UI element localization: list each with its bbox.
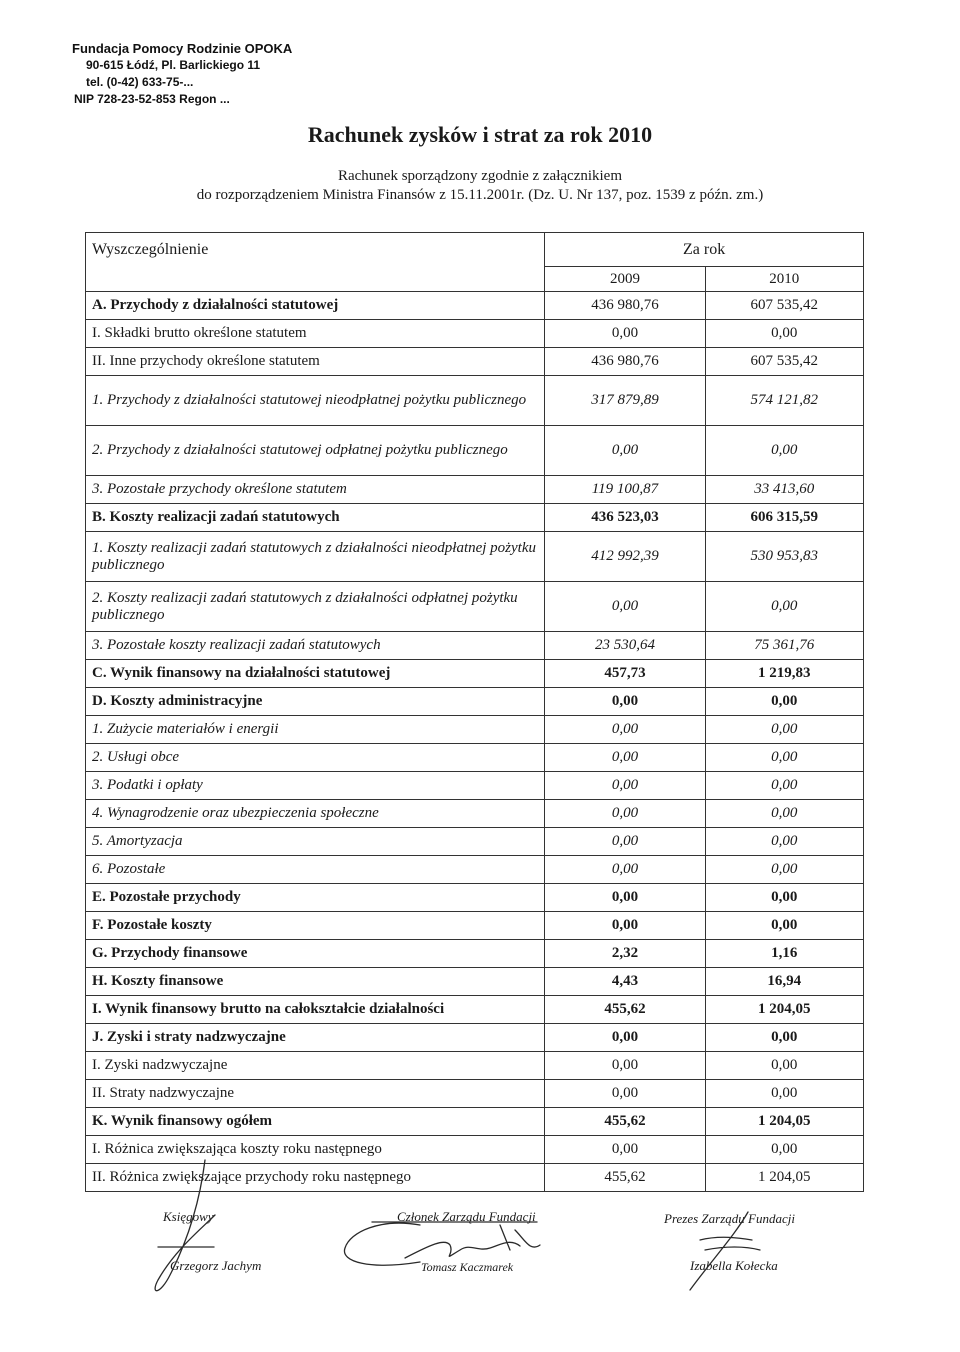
president-name: Izabella Kołecka [690,1258,778,1273]
row-label: 3. Pozostałe koszty realizacji zadań statutowych [86,632,545,660]
row-label: 3. Pozostałe przychody określone statutem [86,476,545,504]
value-2010: 75 361,76 [705,632,863,660]
header-period: Za rok [545,233,864,267]
table-row [86,632,864,660]
row-label: II. Straty nadzwyczajne [86,1080,545,1108]
value-2010: 0,00 [705,772,863,800]
value-2010: 0,00 [705,856,863,884]
value-2010: 0,00 [705,426,863,476]
income-statement-table [85,232,864,1192]
row-label: 1. Koszty realizacji zadań statutowych z działalności nieodpłatnej pożytku publicznego [86,532,545,582]
table-row [86,582,864,632]
table-row [86,856,864,884]
value-2009: 0,00 [545,1024,705,1052]
table-row [86,940,864,968]
value-2010: 1 204,05 [705,1164,863,1192]
value-2010: 0,00 [705,582,863,632]
value-2009: 436 980,76 [545,348,705,376]
table-row [86,532,864,582]
row-label: 6. Pozostałe [86,856,545,884]
row-label: K. Wynik finansowy ogółem [86,1108,545,1136]
table-row [86,800,864,828]
value-2010: 0,00 [705,1024,863,1052]
table-row [86,1108,864,1136]
value-2009: 4,43 [545,968,705,996]
value-2010: 0,00 [705,884,863,912]
table-row [86,1024,864,1052]
table-row [86,996,864,1024]
table-row [86,348,864,376]
row-label: II. Różnica zwiększające przychody roku następnego [86,1164,545,1192]
row-label: 1. Zużycie materiałów i energii [86,716,545,744]
value-2010: 0,00 [705,1052,863,1080]
value-2010: 0,00 [705,744,863,772]
table-row [86,1164,864,1192]
value-2009: 0,00 [545,320,705,348]
row-label: 4. Wynagrodzenie oraz ubezpieczenia społeczne [86,800,545,828]
row-label: A. Przychody z działalności statutowej [86,292,545,320]
value-2010: 1,16 [705,940,863,968]
table-row [86,426,864,476]
table-row [86,912,864,940]
accountant-role: Księgowy [163,1209,214,1224]
value-2010: 607 535,42 [705,292,863,320]
value-2010: 16,94 [705,968,863,996]
table-row [86,884,864,912]
table-row [86,744,864,772]
row-label: C. Wynik finansowy na działalności statutowej [86,660,545,688]
row-label: I. Składki brutto określone statutem [86,320,545,348]
value-2010: 1 204,05 [705,996,863,1024]
value-2009: 0,00 [545,800,705,828]
value-2010: 0,00 [705,828,863,856]
board-member-role: Członek Zarządu Fundacji [397,1209,536,1224]
table-row [86,716,864,744]
row-label: 2. Przychody z działalności statutowej odpłatnej pożytku publicznego [86,426,545,476]
row-label: B. Koszty realizacji zadań statutowych [86,504,545,532]
row-label: J. Zyski i straty nadzwyczajne [86,1024,545,1052]
value-2009: 0,00 [545,716,705,744]
row-label: G. Przychody finansowe [86,940,545,968]
value-2009: 0,00 [545,688,705,716]
value-2010: 606 315,59 [705,504,863,532]
value-2009: 436 980,76 [545,292,705,320]
value-2010: 0,00 [705,1136,863,1164]
value-2009: 457,73 [545,660,705,688]
value-2009: 455,62 [545,1108,705,1136]
table-row [86,1052,864,1080]
page-subtitle [0,167,960,205]
value-2009: 2,32 [545,940,705,968]
president-role: Prezes Zarządu Fundacji [664,1211,795,1226]
page-title: Rachunek zysków i strat za rok 2010 [307,122,653,147]
value-2009: 0,00 [545,828,705,856]
row-label: 3. Podatki i opłaty [86,772,545,800]
value-2009: 23 530,64 [545,632,705,660]
value-2009: 0,00 [545,426,705,476]
value-2009: 0,00 [545,1136,705,1164]
value-2010: 0,00 [705,912,863,940]
value-2009: 0,00 [545,1052,705,1080]
value-2009: 455,62 [545,1164,705,1192]
table-row [86,1080,864,1108]
board-member-signature [344,1223,540,1265]
value-2010: 0,00 [705,716,863,744]
value-2009: 0,00 [545,884,705,912]
table-row [86,376,864,426]
header-label: Wyszczególnienie [86,233,545,292]
row-label: 2. Koszty realizacji zadań statutowych z działalności odpłatnej pożytku publicznego [86,582,545,632]
table-row [86,1136,864,1164]
organization-stamp [72,40,292,108]
value-2010: 0,00 [705,688,863,716]
value-2010: 0,00 [705,800,863,828]
row-label: E. Pozostałe przychody [86,884,545,912]
header-year-2010: 2010 [705,267,863,292]
value-2010: 33 413,60 [705,476,863,504]
table-row [86,292,864,320]
row-label: H. Koszty finansowe [86,968,545,996]
table-row [86,688,864,716]
value-2009: 0,00 [545,772,705,800]
stamp-line-name: Fundacja Pomocy Rodzinie OPOKA [72,41,293,56]
table-header-row [86,233,864,267]
accountant-name: Grzegorz Jachym [170,1258,262,1273]
stamp-line-phone: tel. (0-42) 633-75-... [86,75,194,89]
value-2010: 0,00 [705,1080,863,1108]
value-2010: 530 953,83 [705,532,863,582]
row-label: II. Inne przychody określone statutem [86,348,545,376]
stamp-line-address: 90-615 Łódź, Pl. Barlickiego 11 [86,58,261,72]
value-2009: 455,62 [545,996,705,1024]
value-2010: 1 204,05 [705,1108,863,1136]
value-2009: 0,00 [545,744,705,772]
table-row [86,660,864,688]
value-2009: 0,00 [545,582,705,632]
table-row [86,968,864,996]
row-label: F. Pozostałe koszty [86,912,545,940]
value-2009: 412 992,39 [545,532,705,582]
row-label: 1. Przychody z działalności statutowej nieodpłatnej pożytku publicznego [86,376,545,426]
subtitle-line-1: Rachunek sporządzony zgodnie z załącznikiem [337,168,623,184]
value-2009: 0,00 [545,912,705,940]
board-member-name: Tomasz Kaczmarek [421,1260,514,1274]
value-2009: 317 879,89 [545,376,705,426]
row-label: I. Zyski nadzwyczajne [86,1052,545,1080]
value-2010: 1 219,83 [705,660,863,688]
table-row [86,772,864,800]
value-2009: 119 100,87 [545,476,705,504]
row-label: 2. Usługi obce [86,744,545,772]
subtitle-line-2: do rozporządzeniem Ministra Finansów z 15.11.2001r. (Dz. U. Nr 137, poz. 1539 z późn. zm.) [196,187,764,203]
value-2009: 436 523,03 [545,504,705,532]
row-label: D. Koszty administracyjne [86,688,545,716]
value-2010: 607 535,42 [705,348,863,376]
row-label: 5. Amortyzacja [86,828,545,856]
row-label: I. Różnica zwiększająca koszty roku następnego [86,1136,545,1164]
row-label: I. Wynik finansowy brutto na całokształcie działalności [86,996,545,1024]
value-2010: 574 121,82 [705,376,863,426]
header-year-2009: 2009 [545,267,705,292]
table-row [86,504,864,532]
table-row [86,828,864,856]
value-2009: 0,00 [545,1080,705,1108]
table-row [86,476,864,504]
stamp-line-nip: NIP 728-23-52-853 Regon ... [74,92,230,106]
table-row [86,320,864,348]
value-2009: 0,00 [545,856,705,884]
value-2010: 0,00 [705,320,863,348]
